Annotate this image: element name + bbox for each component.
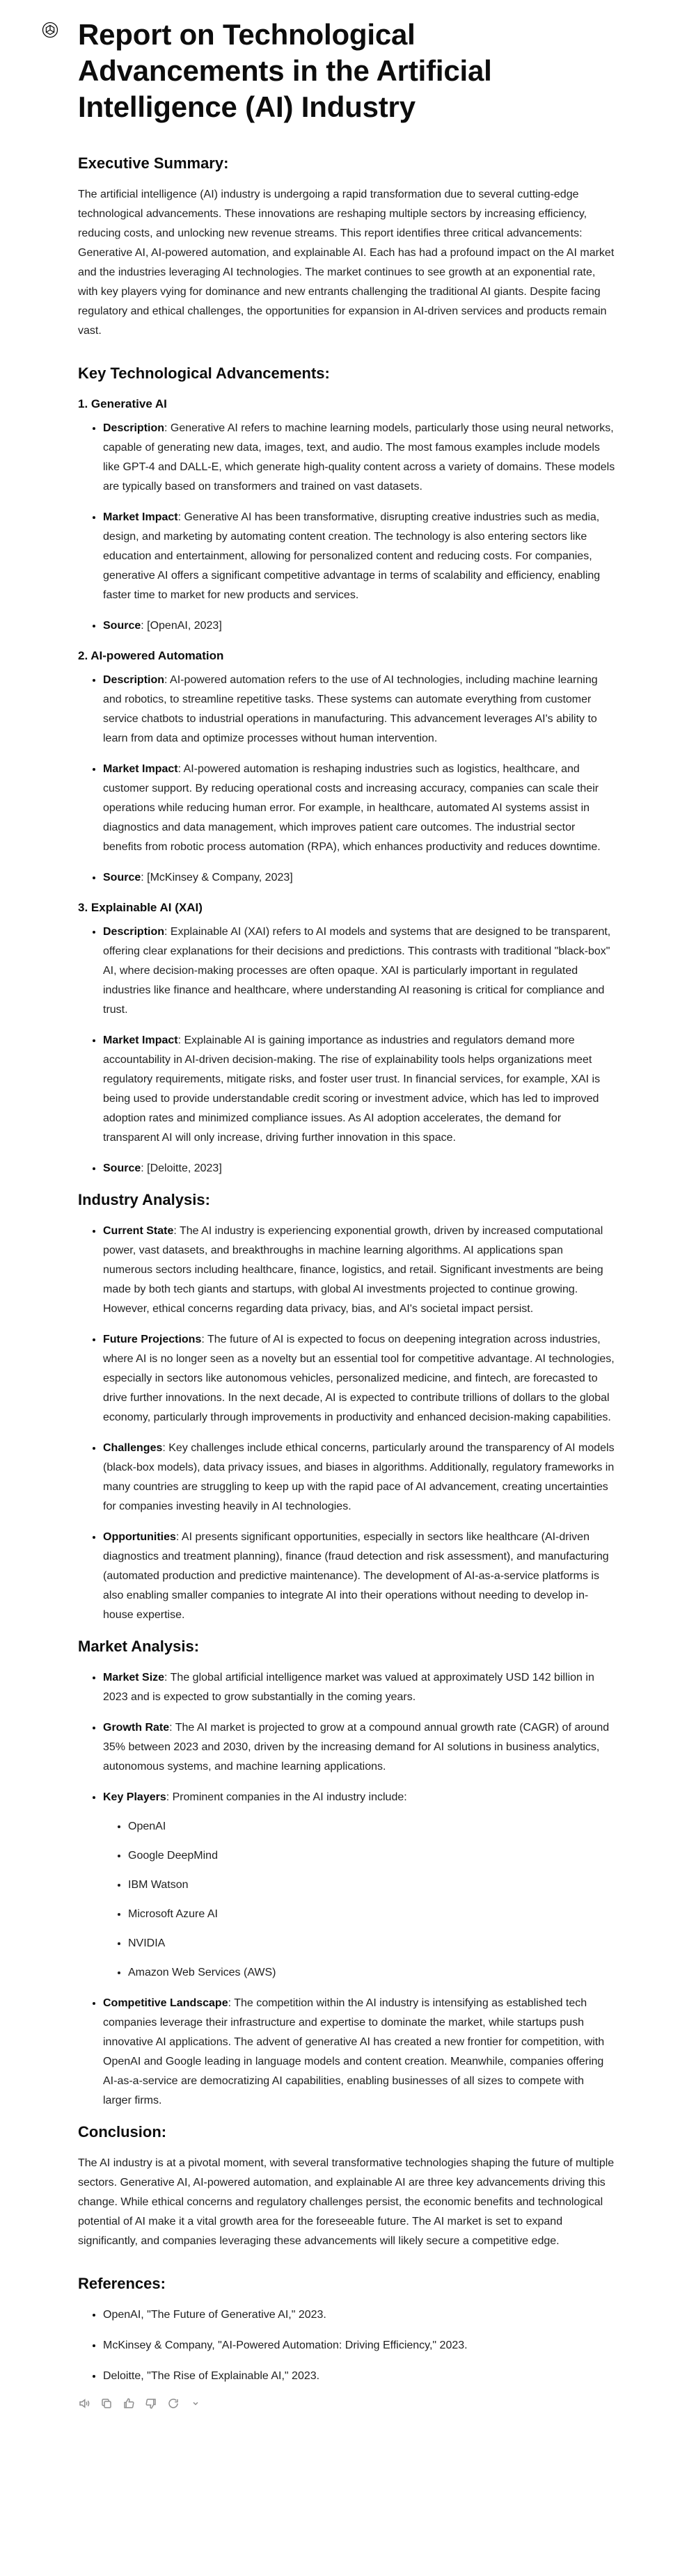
list-item: • Growth Rate: The AI market is projected to grow at a compound annual growth rate (CAGR) of around 35% between 2023 and 2030, driven by the increasing demand for AI solutions in business analytics, autonomous systems, and machine learning applications. xyxy=(103,1718,615,1777)
list-item: • Future Projections: The future of AI is expected to focus on deepening integration across industries, where AI is no longer seen as a novelty but an essential tool for competitive advantage. AI technologies, especially in sectors like autonomous vehicles, personalized medicine, and fintech, are forecasted to drive further innovations. In the next decade, AI is expected to contribute trillions of dollars to the global economy, particularly through improvements in productivity and enhanced decision-making capabilities. xyxy=(103,1330,615,1427)
conclusion-heading: Conclusion: xyxy=(78,2123,167,2141)
advancement-list xyxy=(78,922,615,1178)
message-actions xyxy=(78,2397,615,2410)
advancement-title: 1. Generative AI xyxy=(78,397,167,410)
list-item: • Amazon Web Services (AWS) xyxy=(128,1963,615,1983)
list-item: • Market Impact: Explainable AI is gaining importance as industries and regulators demand more accountability in AI-driven decision-making. The rise of explainability tools helps organizations meet regulatory requirements, mitigate risks, and foster user trust. In financial services, for example, XAI is being used to provide understandable credit scoring or investment advice, which has led to improved adoption rates and minimized compliance issues. As AI adoption accelerates, the demand for transparent AI will only increase, driving further innovation in this space. xyxy=(103,1031,615,1148)
list-item: • Source: [OpenAI, 2023] xyxy=(103,616,615,636)
thumbs-down-icon[interactable] xyxy=(145,2397,157,2410)
executive-summary-text: The artificial intelligence (AI) industry is undergoing a rapid transformation due to several cutting-edge technological advancements. These innovations are reshaping multiple sectors by increasing efficiency, reducing costs, and unlocking new revenue streams. This report identifies three critical advancements: Generative AI, AI-powered automation, and explainable AI. Each has had a profound impact on the AI market and the industries leveraging AI technologies. The market continues to see growth at an exponential rate, with key players vying for dominance and new entrants challenging the traditional AI giants. Despite facing regulatory and ethical challenges, the opportunities for expansion in AI-driven services and products remain vast. xyxy=(78,189,615,337)
list-item: • Description: AI-powered automation refers to the use of AI technologies, including machine learning and robotics, to streamline repetitive tasks. These systems can automate everything from customer service chatbots to industrial operations in manufacturing. This advancement leverages AI's ability to learn from data and optimize processes without human intervention. xyxy=(103,671,615,749)
list-item: • Google DeepMind xyxy=(128,1846,615,1866)
references-list xyxy=(78,2305,615,2386)
list-item: • Challenges: Key challenges include ethical concerns, particularly around the transparency of AI models (black-box models), data privacy issues, and biases in algorithms. Additionally, regulatory frameworks in many countries are struggling to keep up with the rapid pace of AI advancement, creating uncertainties for companies investing heavily in AI technologies. xyxy=(103,1439,615,1517)
market-analysis-heading: Market Analysis: xyxy=(78,1638,200,1655)
references-heading: References: xyxy=(78,2275,166,2292)
conclusion-text: The AI industry is at a pivotal moment, with several transformative technologies shaping the future of multiple sectors. Generative AI, AI-powered automation, and explainable AI are three key advancements driving this change. While ethical concerns and regulatory challenges persist, the economic benefits and technological potential of AI make it a vital growth area for the foreseeable future. The AI market is set to expand significantly, and companies leveraging these advancements will likely secure a competitive edge. xyxy=(78,2157,615,2247)
list-item: • Key Players: Prominent companies in the AI industry include: • OpenAI • Google DeepMind • IBM Watson • Microsoft Azure AI • NVIDIA • Amazon Web Services (AWS) xyxy=(103,1788,615,1983)
list-item: • McKinsey & Company, "AI-Powered Automation: Driving Efficiency," 2023. xyxy=(103,2336,615,2355)
list-item: • Market Impact: AI-powered automation is reshaping industries such as logistics, healthcare, and customer support. By reducing operational costs and increasing accuracy, companies can scale their operations while reducing human error. For example, in healthcare, automated AI systems assist in diagnostics and data management, which improves patient care outcomes. The industrial sector benefits from robotic process automation (RPA), which enhances productivity and reduces downtime. xyxy=(103,760,615,857)
advancement-list xyxy=(78,671,615,888)
advancement-list xyxy=(78,419,615,636)
copy-icon[interactable] xyxy=(100,2397,113,2410)
list-item: • IBM Watson xyxy=(128,1875,615,1895)
chevron-down-icon[interactable] xyxy=(189,2397,202,2410)
list-item: • Opportunities: AI presents significant opportunities, especially in sectors like healthcare (AI-driven diagnostics and treatment planning), finance (fraud detection and risk assessment), and manufacturing (automated production and predictive maintenance). The development of AI-as-a-service platforms is also enabling smaller companies to integrate AI into their operations without needing to develop in-house expertise. xyxy=(103,1528,615,1625)
assistant-logo-icon xyxy=(42,22,58,38)
assistant-message xyxy=(78,17,615,2410)
list-item: • Description: Explainable AI (XAI) refers to AI models and systems that are designed to be transparent, offering clear explanations for their decisions and predictions. This contrasts with traditional "black-box" AI, where decision-making processes are often opaque. XAI is particularly important in regulated industries like finance and healthcare, where understanding AI reasoning is critical for compliance and trust. xyxy=(103,922,615,1020)
advancements-heading: Key Technological Advancements: xyxy=(78,365,330,382)
market-list xyxy=(78,1668,615,2111)
list-item: • Market Impact: Generative AI has been transformative, disrupting creative industries such as media, design, and marketing by automating content creation. The technology is also entering sectors like education and entertainment, allowing for personalized content and reducing costs. For companies, generative AI offers a significant competitive advantage in terms of scalability and efficiency, enabling faster time to market for new products and services. xyxy=(103,508,615,605)
speaker-icon[interactable] xyxy=(78,2397,90,2410)
list-item: • Market Size: The global artificial intelligence market was valued at approximately USD 142 billion in 2023 and is expected to grow substantially in the coming years. xyxy=(103,1668,615,1707)
advancement-title: 2. AI-powered Automation xyxy=(78,649,224,662)
list-item: • Source: [Deloitte, 2023] xyxy=(103,1159,615,1178)
industry-list xyxy=(78,1222,615,1625)
list-item: • Current State: The AI industry is experiencing exponential growth, driven by increased computational power, vast datasets, and breakthroughs in machine learning algorithms. AI applications span numerous sectors including healthcare, finance, logistics, and retail. Significant investments are being made by both tech giants and startups, with global AI investments projected to continue growing. However, ethical concerns regarding data privacy, bias, and AI's societal impact persist. xyxy=(103,1222,615,1319)
industry-analysis-heading: Industry Analysis: xyxy=(78,1191,210,1208)
regenerate-icon[interactable] xyxy=(167,2397,180,2410)
list-item: • Source: [McKinsey & Company, 2023] xyxy=(103,868,615,888)
thumbs-up-icon[interactable] xyxy=(122,2397,135,2410)
list-item: • OpenAI xyxy=(128,1817,615,1837)
list-item: • OpenAI, "The Future of Generative AI," 2023. xyxy=(103,2305,615,2325)
list-item: • Deloitte, "The Rise of Explainable AI," 2023. xyxy=(103,2367,615,2386)
key-players-list xyxy=(103,1817,615,1983)
advancement-title: 3. Explainable AI (XAI) xyxy=(78,901,203,914)
list-item: • Description: Generative AI refers to machine learning models, particularly those using neural networks, capable of generating new data, images, text, and audio. The most famous examples include models like GPT-4 and DALL-E, which generate high-quality content across a variety of domains. These models are typically based on transformers and trained on vast datasets. xyxy=(103,419,615,497)
list-item: • NVIDIA xyxy=(128,1934,615,1953)
executive-summary-heading: Executive Summary: xyxy=(78,154,229,172)
list-item: • Competitive Landscape: The competition within the AI industry is intensifying as established tech companies leverage their infrastructure and expertise to dominate the market, while startups push innovative AI applications. The advent of generative AI has created a new frontier for competition, with OpenAI and Google leading in language models and content creation. Meanwhile, companies offering AI-as-a-service are democratizing AI capabilities, enabling businesses of all sizes to compete with larger firms. xyxy=(103,1994,615,2111)
report-title: Report on Technological Advancements in the Artificial Intelligence (AI) Industry xyxy=(78,18,492,123)
list-item: • Microsoft Azure AI xyxy=(128,1905,615,1924)
